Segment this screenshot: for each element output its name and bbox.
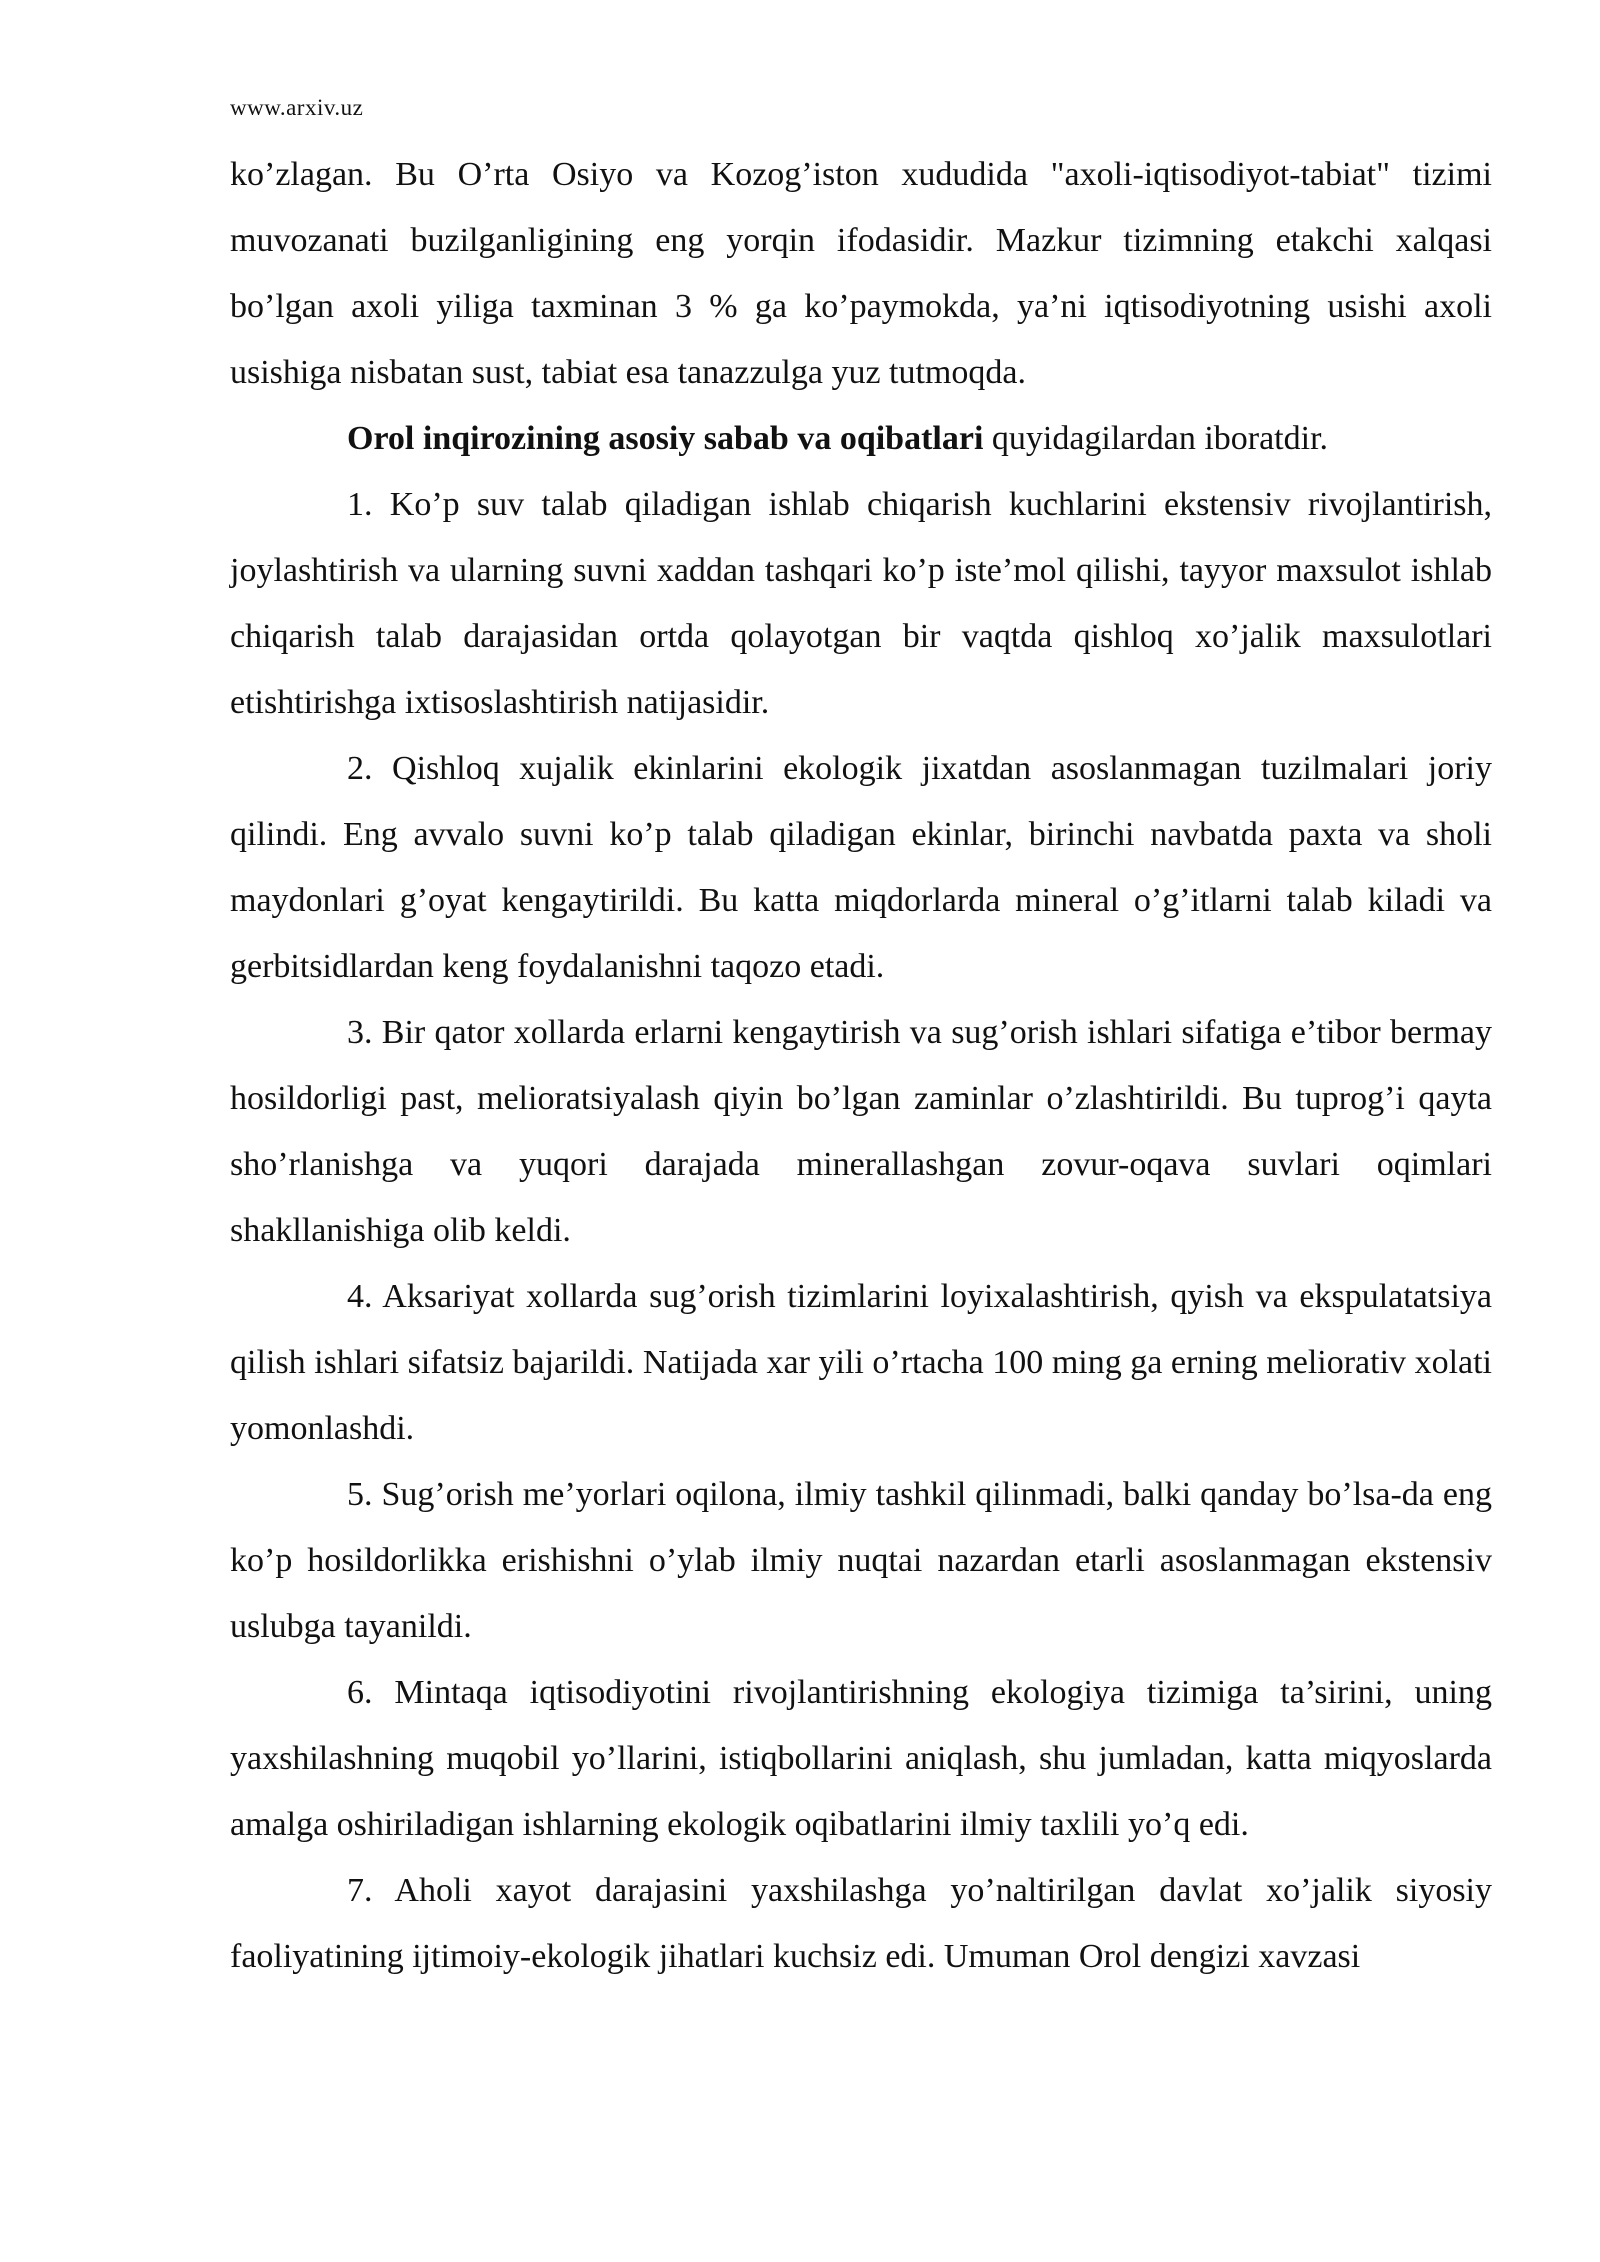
list-item-3: 3. Bir qator xollarda erlarni kengaytirish va sug’orish ishlari sifatiga e’tibor bermay hosildorligi past, melioratsiyalash qiyin bo’lgan zaminlar o’zlashtirildi. Bu tuprog’i qayta sho’rlanishga va yuqori darajada minerallashgan zovur-oqava suvlari oqimlari shakllanishiga olib keldi. [230,1014,1492,1249]
heading-bold-text: Orol inqirozining asosiy sabab va oqibatlari [347,420,984,457]
heading-rest-text: quyidagilardan iboratdir. [983,420,1329,457]
paragraph: ko’zlagan. Bu O’rta Osiyo va Kozog’iston xududida "axoli-iqtisodiyot-tabiat" tizimi muvozanati buzilganligining eng yorqin ifodasidir. Mazkur tizimning etakchi xalqasi bo’lgan axoli yiliga taxminan 3 % ga ko’paymokda, ya’ni iqtisodiyotning usishi axoli usishiga nisbatan sust, tabiat esa tanazzulga yuz tutmoqda. [230,156,1492,391]
site-header: www.arxiv.uz [230,95,364,120]
list-item-6: 6. Mintaqa iqtisodiyotini rivojlantirishning ekologiya tizimiga ta’sirini, uning yaxshilashning muqobil yo’llarini, istiqbollarini aniqlash, shu jumladan, katta miqyoslarda amalga oshiriladigan ishlarning ekologik oqibatlarini ilmiy taxlili yo’q edi. [230,1674,1492,1843]
paragraph-heading [230,406,1492,472]
document-body [230,142,1492,1990]
list-item-5: 5. Sug’orish me’yorlari oqilona, ilmiy tashkil qilinmadi, balki qanday bo’lsa-da eng ko’p hosildorlikka erishishni o’ylab ilmiy nuqtai nazardan etarli asoslanmagan ekstensiv uslubga tayanildi. [230,1476,1492,1645]
list-item-1: 1. Ko’p suv talab qiladigan ishlab chiqarish kuchlarini ekstensiv rivojlantirish, joylashtirish va ularning suvni xaddan tashqari ko’p iste’mol qilishi, tayyor maxsulot ishlab chiqarish talab darajasidan ortda qolayotgan bir vaqtda qishloq xo’jalik maxsulotlari etishtirishga ixtisoslashtirish natijasidir. [230,486,1492,721]
list-item-4: 4. Aksariyat xollarda sug’orish tizimlarini loyixalashtirish, qyish va ekspulatatsiya qilish ishlari sifatsiz bajarildi. Natijada xar yili o’rtacha 100 ming ga erning meliorativ xolati yomonlashdi. [230,1278,1492,1447]
list-item-7: 7. Aholi xayot darajasini yaxshilashga yo’naltirilgan davlat xo’jalik siyosiy faoliyatining ijtimoiy-ekologik jihatlari kuchsiz edi. Umuman Orol dengizi xavzasi [230,1872,1492,1975]
list-item-2: 2. Qishloq xujalik ekinlarini ekologik jixatdan asoslanmagan tuzilmalari joriy qilindi. Eng avvalo suvni ko’p talab qiladigan ekinlar, birinchi navbatda paxta va sholi maydonlari g’oyat kengaytirildi. Bu katta miqdorlarda mineral o’g’itlarni talab kiladi va gerbitsidlardan keng foydalanishni taqozo etadi. [230,750,1492,985]
